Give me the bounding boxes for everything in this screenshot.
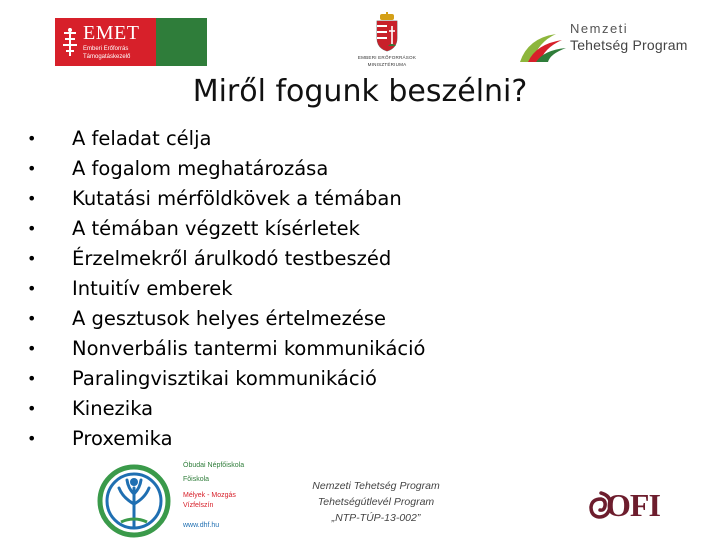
emet-logo <box>55 18 207 66</box>
emet-logo-name: EMET <box>83 22 140 44</box>
list-item-text: A fogalom meghatározása <box>72 157 329 180</box>
bullet-icon: • <box>27 249 37 268</box>
program-note-line2: Tehetségútlevél Program <box>317 496 435 508</box>
list-item <box>27 184 425 214</box>
ministry-logo <box>352 12 422 72</box>
emet-logo-line1: Emberi Erőforrás <box>83 46 129 52</box>
program-note-line1: Nemzeti Tehetség Program <box>312 480 440 492</box>
list-item-text: A gesztusok helyes értelmezése <box>72 307 387 330</box>
ntp-swoosh-icon <box>518 28 568 64</box>
school-logo <box>95 462 245 538</box>
list-item-text: Nonverbális tantermi kommunikáció <box>72 337 426 360</box>
list-item <box>27 394 425 424</box>
tree-emblem-icon <box>95 464 173 538</box>
ofi-logo-text: OFI <box>606 487 660 523</box>
emet-logo-line2: Támogatáskezelő <box>83 54 131 60</box>
list-item-text: Proxemika <box>72 427 173 450</box>
list-item <box>27 244 425 274</box>
ofi-logo <box>588 487 660 524</box>
bullet-icon: • <box>27 279 37 298</box>
bullet-icon: • <box>27 309 37 328</box>
school-logo-line4: Vízfelszín <box>183 502 214 509</box>
bullet-icon: • <box>27 219 37 238</box>
emet-logo-green-block <box>156 18 207 66</box>
emet-emblem-icon <box>61 27 79 57</box>
list-item <box>27 424 425 454</box>
school-logo-line3: Mélyek - Mozgás <box>183 492 236 499</box>
list-item-text: A témában végzett kísérletek <box>72 217 360 240</box>
list-item-text: Érzelmekről árulkodó testbeszéd <box>72 247 392 270</box>
list-item <box>27 214 425 244</box>
school-logo-line5: www.dhf.hu <box>183 522 220 529</box>
ntp-logo <box>518 20 698 64</box>
program-note <box>300 478 452 526</box>
list-item <box>27 274 425 304</box>
bullet-list <box>27 124 425 454</box>
list-item <box>27 124 425 154</box>
program-note-line3: „NTP-TÚP-13-002” <box>331 512 421 524</box>
slide-title: Miről fogunk beszélni? <box>192 74 528 109</box>
ministry-logo-line1: EMBERI ERŐFORRÁSOK <box>357 55 417 60</box>
list-item <box>27 334 425 364</box>
school-logo-line2: Fõiskola <box>183 476 210 483</box>
ntp-logo-line2: Tehetség Program <box>570 37 688 53</box>
bullet-icon: • <box>27 159 37 178</box>
bullet-icon: • <box>27 189 37 208</box>
list-item-text: Kinezika <box>72 397 154 420</box>
list-item <box>27 364 425 394</box>
list-item-text: Paralingvisztikai kommunikáció <box>72 367 377 390</box>
ministry-logo-line2: MINISZTÉRIUMA <box>367 62 407 67</box>
list-item-text: Intuitív emberek <box>72 277 233 300</box>
bullet-icon: • <box>27 339 37 358</box>
list-item <box>27 154 425 184</box>
bullet-icon: • <box>27 399 37 418</box>
ntp-logo-line1: Nemzeti <box>570 21 629 36</box>
list-item-text: Kutatási mérföldkövek a témában <box>72 187 402 210</box>
bullet-icon: • <box>27 369 37 388</box>
school-logo-line1: Óbudai Népfőiskola <box>183 462 245 469</box>
list-item-text: A feladat célja <box>72 127 212 150</box>
hungarian-crest-icon <box>374 12 400 52</box>
list-item <box>27 304 425 334</box>
bullet-icon: • <box>27 429 37 448</box>
bullet-icon: • <box>27 129 37 148</box>
